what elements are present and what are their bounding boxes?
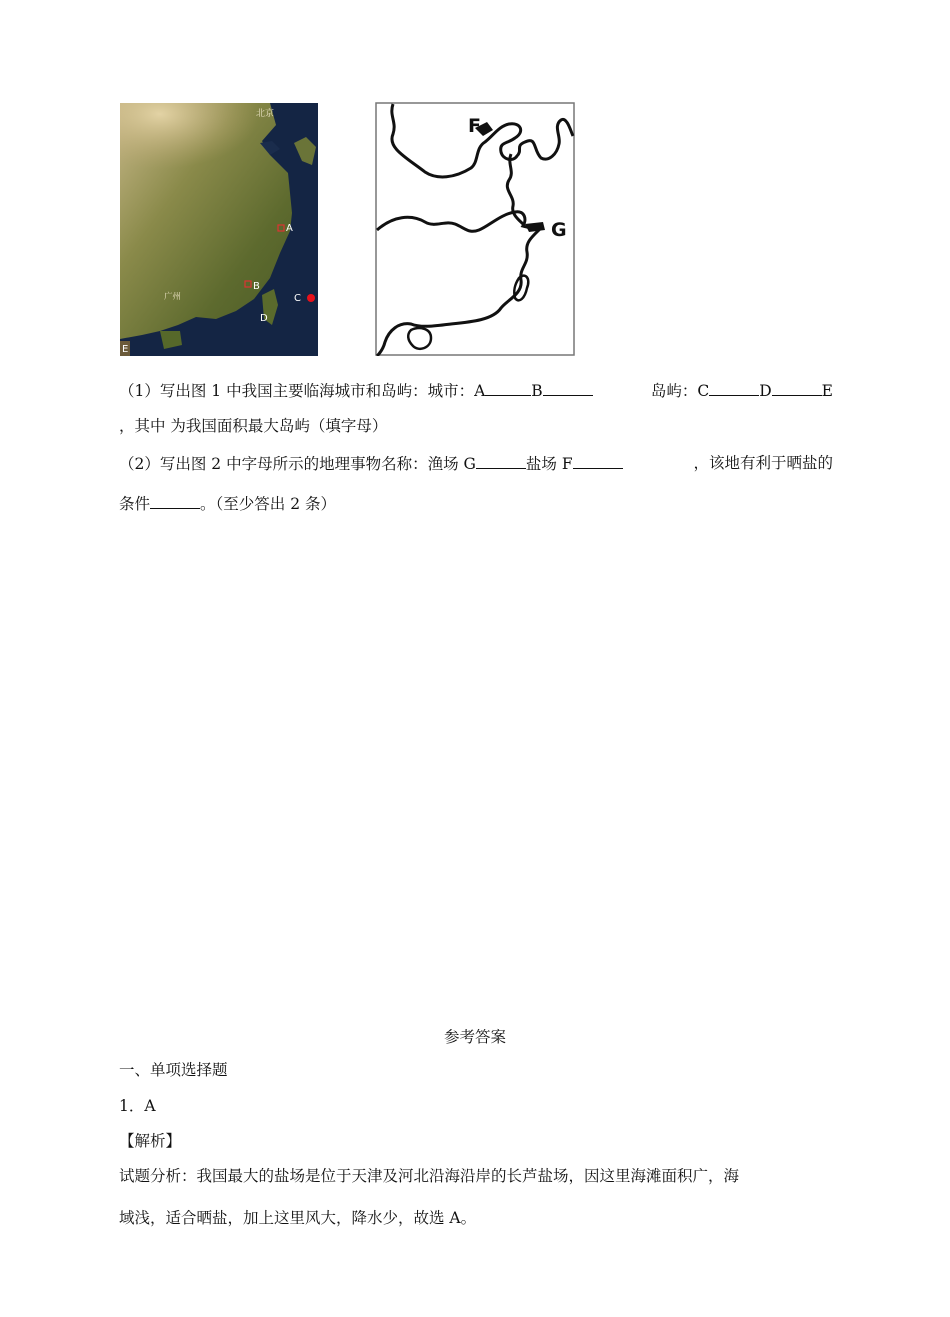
- label-f: F: [468, 115, 481, 137]
- label-guangzhou: 广州: [164, 292, 182, 302]
- label-a: A: [286, 223, 293, 234]
- question-1-city-a-segment: [119, 380, 593, 401]
- outline-map-figure-2: [375, 102, 575, 356]
- analysis-label: 【解析】: [119, 1132, 182, 1150]
- blank-island-d[interactable]: [772, 380, 822, 396]
- question-2-conditions-label: 条件: [119, 495, 151, 513]
- question-1-line-2: ，其中 为我国面积最大岛屿（填字母）: [119, 417, 388, 435]
- analysis-line-1: 试题分析：我国最大的盐场是位于天津及河北沿海沿岸的长芦盐场，因这里海滩面积广，海: [119, 1167, 740, 1185]
- blank-salt-field-f[interactable]: [573, 453, 623, 469]
- island-marker-c: [307, 294, 315, 302]
- label-b: B: [253, 281, 260, 292]
- analysis-line-2: 域浅，适合晒盐，加上这里风大，降水少，故选 A。: [119, 1209, 477, 1227]
- question-2-tail: ，该地有利于晒盐的: [693, 454, 833, 472]
- question-1-d: D: [759, 382, 772, 400]
- question-2-prefix: （2）写出图 2 中字母所示的地理事物名称：渔场 G: [119, 455, 476, 473]
- answers-section-heading: 一、单项选择题: [119, 1061, 228, 1079]
- blank-conditions[interactable]: [150, 493, 200, 509]
- blank-city-b[interactable]: [543, 380, 593, 396]
- question-2-line-1: [119, 453, 833, 474]
- question-2-conditions-tail: 。（至少答出 2 条）: [200, 495, 336, 513]
- question-1-b: B: [531, 382, 543, 400]
- label-e: E: [122, 344, 129, 355]
- question-2-line-2: [119, 493, 336, 514]
- question-1-prefix: （1）写出图 1 中我国主要临海城市和岛屿：城市：A: [119, 382, 486, 400]
- label-d: D: [260, 313, 268, 324]
- question-2-salt-f: 盐场 F: [525, 455, 573, 473]
- satellite-map-figure-1: [120, 103, 318, 356]
- question-1-island-c: 岛屿：C: [650, 382, 710, 400]
- question-1-line-1: [119, 380, 833, 401]
- question-1-e: E: [821, 382, 833, 400]
- blank-fishery-g[interactable]: [476, 453, 526, 469]
- blank-city-a[interactable]: [485, 380, 531, 396]
- question-2-fishery-segment: [119, 453, 623, 474]
- question-1-island-segment: [651, 380, 833, 401]
- label-beijing: 北京: [256, 109, 275, 119]
- blank-island-c[interactable]: [709, 380, 759, 396]
- answer-item-1: 1．A: [119, 1097, 156, 1115]
- label-c: C: [294, 293, 301, 304]
- answers-title: 参考答案: [443, 1028, 506, 1046]
- label-g: G: [551, 219, 567, 241]
